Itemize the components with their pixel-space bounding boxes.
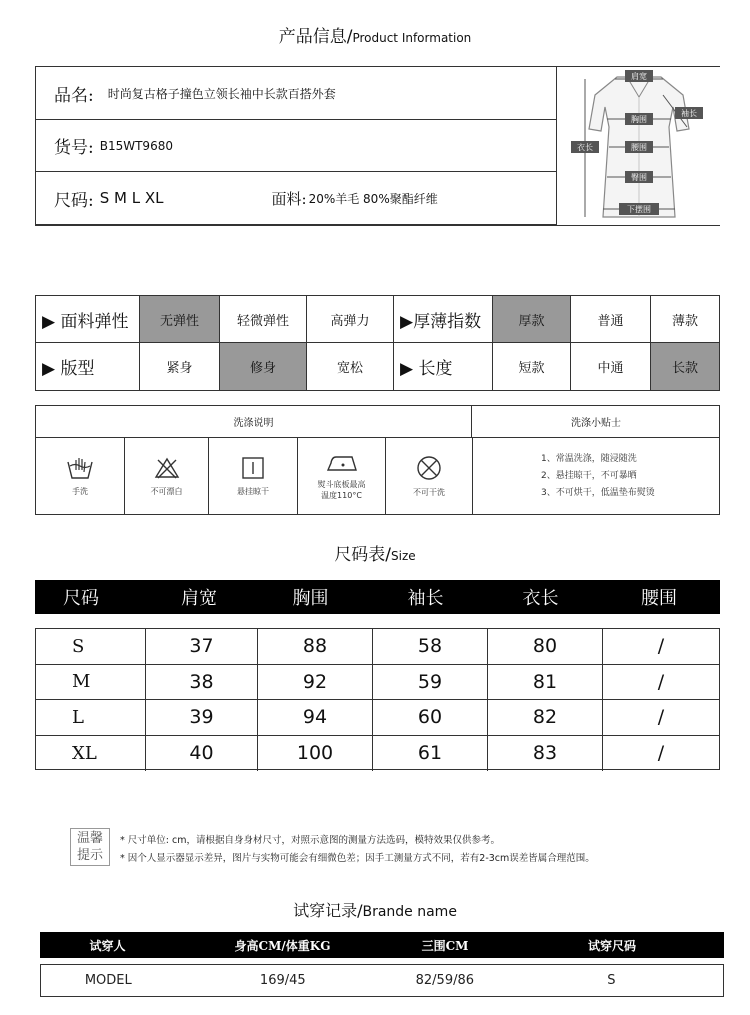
thickness-label: ▶厚薄指数 <box>394 296 493 343</box>
sleeve-cell: 61 <box>373 736 488 772</box>
hang-dry-icon <box>240 456 266 480</box>
care-tip: 1、常温洗涤，随浸随洗 <box>541 453 637 464</box>
warm-tips-badge-line: 温馨 <box>76 831 103 846</box>
attribute-grid <box>35 295 720 391</box>
size-table-title-cn: 尺码表/ <box>334 545 392 565</box>
no-dry-clean-icon <box>416 455 442 481</box>
note-line-1: * 尺寸单位: cm，请根据自身身材尺寸，对照示意图的测量方法选码，模特效果仅供参考。 <box>120 835 500 846</box>
shoulder-cell: 40 <box>146 736 258 772</box>
diagram-label: 肩宽 <box>631 72 647 81</box>
size-header-cell: 袖长 <box>407 588 444 609</box>
chest-cell: 88 <box>258 629 373 664</box>
hand-wash-icon <box>65 456 95 480</box>
garment-outline-icon <box>557 67 721 225</box>
elasticity-option: 高弹力 <box>307 296 394 343</box>
elasticity-option: 轻微弹性 <box>220 296 307 343</box>
garment-measure-diagram <box>556 67 720 225</box>
care-tip: 2、悬挂晾干，不可暴晒 <box>541 470 637 481</box>
thickness-option: 普通 <box>571 296 651 343</box>
length-cell: 83 <box>488 736 603 772</box>
size-fabric-row <box>36 172 556 225</box>
table-row <box>36 629 719 665</box>
chest-cell: 100 <box>258 736 373 772</box>
waist-cell: / <box>657 635 665 658</box>
product-name-label: 品名: <box>54 85 94 106</box>
size-header-cell: 腰围 <box>641 588 677 609</box>
care-icon-label: 熨斗底板最高 <box>317 480 366 489</box>
product-info-title-en: Product Information <box>352 31 472 45</box>
table-row <box>36 700 719 736</box>
diagram-label: 胸围 <box>631 115 647 124</box>
sku-value: B15WT9680 <box>99 138 173 153</box>
size-table-title <box>0 540 750 565</box>
try-on-size: S <box>607 973 616 988</box>
fit-option: 紧身 <box>140 343 220 390</box>
try-on-title <box>0 898 750 921</box>
table-row <box>36 736 719 772</box>
try-on-measurements: 82/59/86 <box>415 973 475 988</box>
try-on-header-cell: 身高CM/体重KG <box>234 938 331 953</box>
care-icon-label: 手洗 <box>72 486 88 496</box>
size-header-cell: 胸围 <box>292 588 329 609</box>
care-hand-wash <box>36 438 125 514</box>
length-cell: 80 <box>488 629 603 664</box>
size-cell: M <box>36 665 146 700</box>
fit-option: 修身 <box>220 343 307 390</box>
try-on-title-cn: 试穿记录/ <box>293 901 363 920</box>
product-name-value: 时尚复古格子撞色立领长袖中长款百搭外套 <box>107 86 336 101</box>
sleeve-cell: 58 <box>373 629 488 664</box>
size-header-cell: 尺码 <box>63 588 99 609</box>
care-icon-label: 悬挂晾干 <box>237 486 269 496</box>
no-bleach-icon <box>154 456 180 480</box>
length-cell: 82 <box>488 700 603 735</box>
size-value: S M L XL <box>99 189 164 207</box>
length-option: 长款 <box>651 343 719 390</box>
sku-row <box>36 120 556 172</box>
care-no-bleach <box>125 438 209 514</box>
waist-cell: / <box>657 670 665 693</box>
product-info-title <box>0 22 750 47</box>
diagram-label: 下摆围 <box>627 205 651 214</box>
fabric-value: 20%羊毛 80%聚酯纤维 <box>308 191 438 206</box>
size-cell: S <box>36 629 146 664</box>
elasticity-option: 无弹性 <box>140 296 220 343</box>
fit-option: 宽松 <box>307 343 394 390</box>
try-on-header <box>40 932 724 958</box>
fabric-label: 面料: <box>271 189 307 208</box>
product-info-box <box>35 66 720 226</box>
diagram-label: 臀围 <box>631 173 647 182</box>
warm-tips-badge <box>70 828 110 866</box>
size-table-title-en: Size <box>391 549 416 563</box>
sleeve-cell: 59 <box>373 665 488 700</box>
table-row <box>36 665 719 701</box>
note-line-2: * 因个人显示器显示差异，图片与实物可能会有细微色差；因手工测量方式不同，若有2-3cm误差皆属合理范围。 <box>120 853 595 864</box>
shoulder-cell: 38 <box>146 665 258 700</box>
try-on-header-cell: 试穿尺码 <box>587 938 636 953</box>
try-on-header-cell: 三围CM <box>421 938 469 953</box>
care-icon-label: 不可干洗 <box>413 487 445 497</box>
sku-label: 货号: <box>54 138 94 158</box>
care-tip: 3、不可烘干，低温垫布熨烫 <box>541 487 655 498</box>
size-table <box>35 628 720 770</box>
shoulder-cell: 37 <box>146 629 258 664</box>
diagram-label: 袖长 <box>681 109 697 118</box>
tips-title: 洗涤小贴士 <box>472 406 720 438</box>
try-on-height-weight: 169/45 <box>259 973 306 988</box>
care-no-dry-clean <box>386 438 472 514</box>
shoulder-cell: 39 <box>146 700 258 735</box>
care-hang-dry <box>209 438 298 514</box>
product-info-title-cn: 产品信息/ <box>278 27 353 47</box>
care-box <box>35 405 720 515</box>
care-icon-label-2: 温度110°C <box>321 491 362 500</box>
size-header-cell: 衣长 <box>522 588 559 609</box>
wash-title: 洗涤说明 <box>36 406 472 438</box>
sleeve-cell: 60 <box>373 700 488 735</box>
chest-cell: 94 <box>258 700 373 735</box>
try-on-header-cell: 试穿人 <box>89 938 126 953</box>
size-table-header <box>35 580 720 614</box>
care-tips <box>472 438 720 514</box>
length-cell: 81 <box>488 665 603 700</box>
length-option: 短款 <box>493 343 571 390</box>
length-option: 中通 <box>571 343 651 390</box>
warm-tips-badge-line: 提示 <box>76 848 103 863</box>
diagram-label: 衣长 <box>577 143 593 152</box>
diagram-label: 腰围 <box>631 143 647 152</box>
chest-cell: 92 <box>258 665 373 700</box>
waist-cell: / <box>657 706 665 729</box>
product-name-row <box>36 67 556 120</box>
length-label: ▶ 长度 <box>394 343 493 390</box>
thickness-option: 薄款 <box>651 296 719 343</box>
try-on-model: MODEL <box>84 973 132 988</box>
thickness-option: 厚款 <box>493 296 571 343</box>
try-on-row <box>40 964 724 997</box>
size-cell: XL <box>36 736 146 772</box>
care-iron <box>298 438 386 514</box>
try-on-title-en: Brande name <box>362 904 457 920</box>
fit-label: ▶ 版型 <box>36 343 140 390</box>
size-label: 尺码: <box>54 190 94 211</box>
size-header-cell: 肩宽 <box>181 588 217 609</box>
size-cell: L <box>36 700 146 735</box>
iron-icon <box>326 451 358 473</box>
care-icon-label: 不可漂白 <box>150 486 183 496</box>
waist-cell: / <box>657 742 665 765</box>
elasticity-label: ▶ 面料弹性 <box>36 296 140 343</box>
